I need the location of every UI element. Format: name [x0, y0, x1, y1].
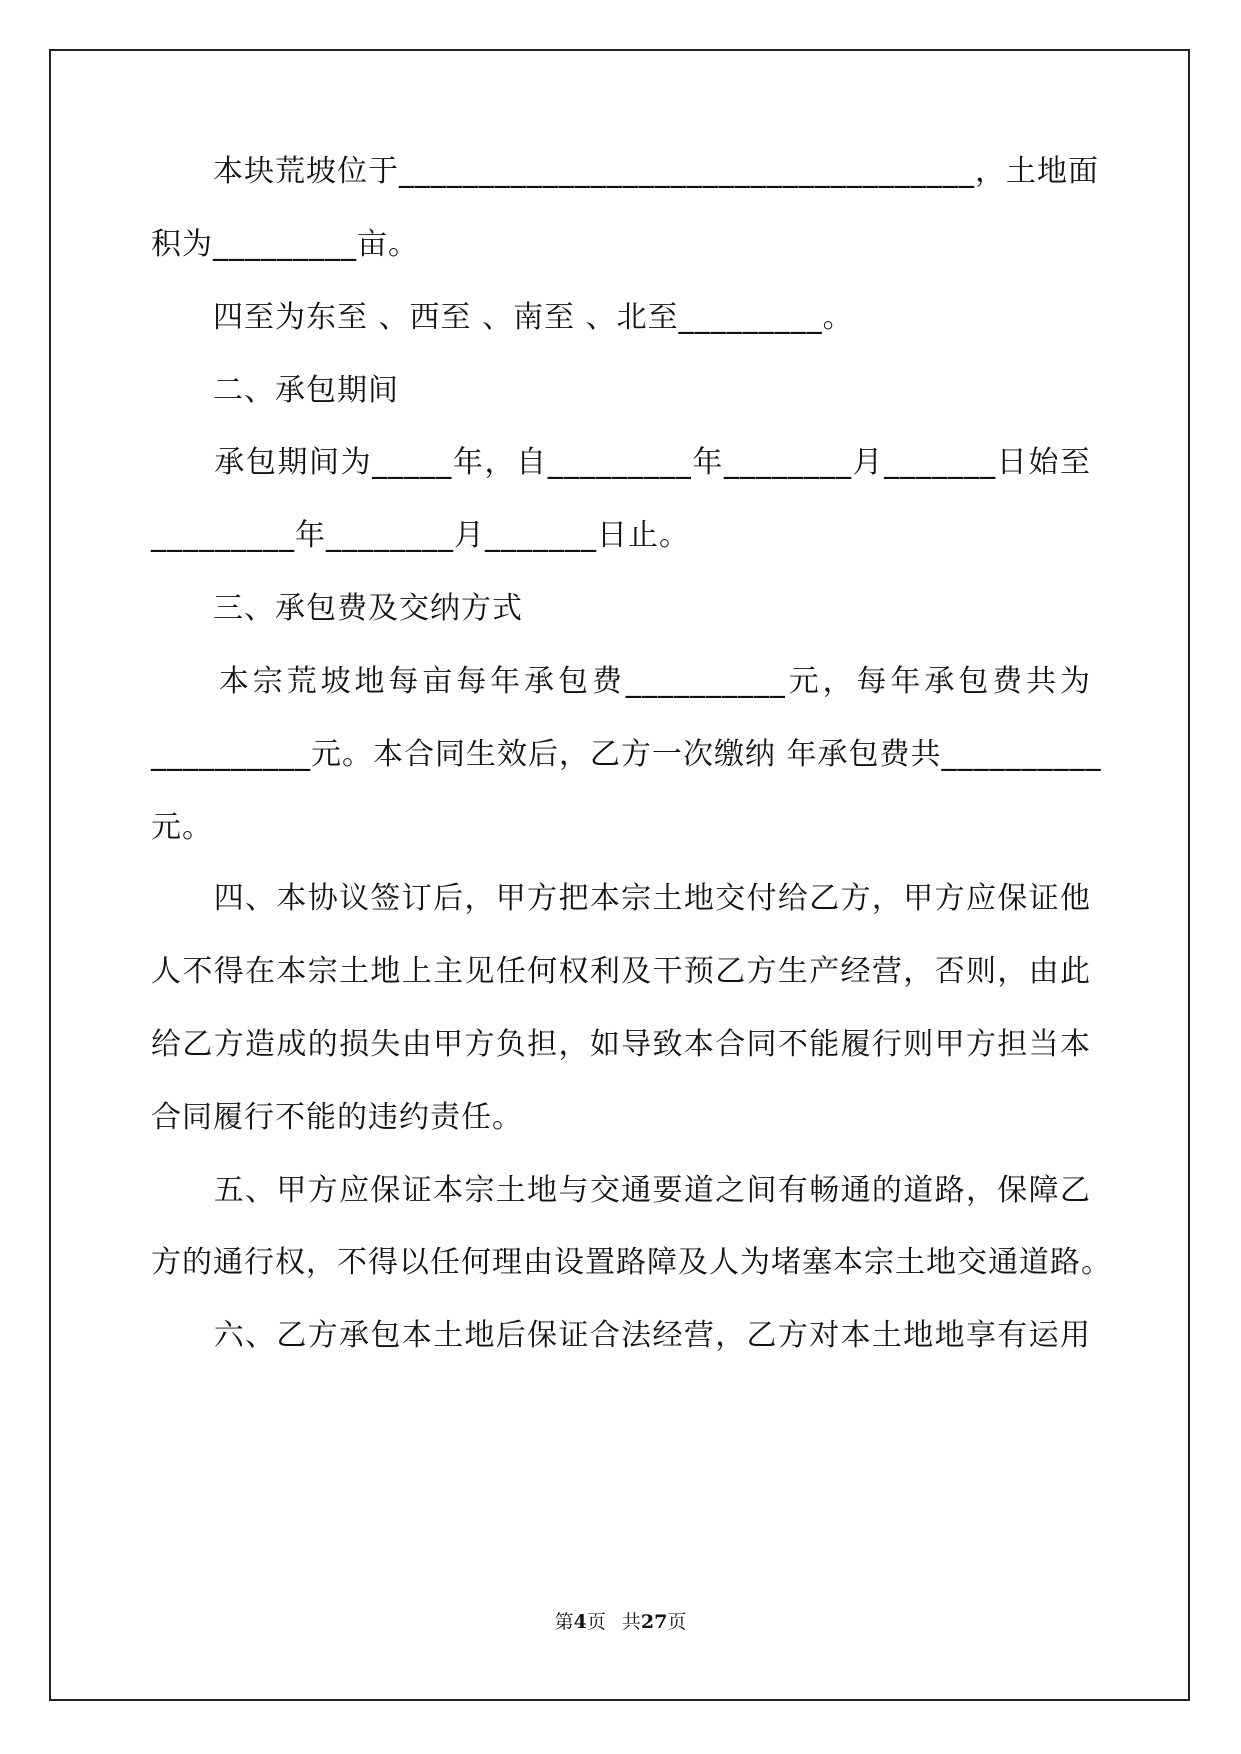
paragraph-line: 合同履行不能的违约责任。	[151, 1100, 523, 1135]
page-number: 4	[573, 1611, 587, 1633]
paragraph-line: 六、乙方承包本土地后保证合法经营，乙方对本土地地享有运用	[151, 1318, 1091, 1353]
paragraph-line: 五、甲方应保证本宗土地与交通要道之间有畅通的道路，保障乙	[151, 1173, 1091, 1208]
paragraph-line: 本宗荒坡地每亩每年承包费__________元，每年承包费共为	[151, 664, 1091, 699]
footer-total-unit: 页	[667, 1611, 687, 1633]
paragraph-line: 承包期间为_____年，自_________年________月_______日始至	[151, 445, 1091, 480]
paragraph-line: 本块荒坡位于____________________________________，土地面	[151, 154, 1099, 189]
paragraph-line: 四至为东至 、西至 、南至 、北至_________。	[151, 300, 854, 335]
paragraph-line: 积为_________亩。	[151, 227, 419, 262]
page-footer	[0, 1607, 1241, 1634]
footer-total-prefix: 共	[621, 1611, 641, 1633]
section-heading: 二、承包期间	[151, 373, 399, 408]
footer-page-unit: 页	[586, 1611, 606, 1633]
paragraph-line: __________元。本合同生效后，乙方一次缴纳 年承包费共__________	[151, 737, 1102, 772]
footer-prefix: 第	[554, 1611, 574, 1633]
paragraph-line: 方的通行权，不得以任何理由设置路障及人为堵塞本宗土地交通道路。	[151, 1245, 1112, 1280]
paragraph-line: 四、本协议签订后，甲方把本宗土地交付给乙方，甲方应保证他	[151, 881, 1091, 916]
paragraph-line: 元。	[151, 810, 213, 845]
section-heading: 三、承包费及交纳方式	[151, 591, 523, 626]
page-border	[49, 49, 1190, 1701]
paragraph-line: 人不得在本宗土地上主见任何权利及干预乙方生产经营，否则，由此	[151, 954, 1091, 989]
total-pages: 27	[640, 1611, 668, 1633]
paragraph-line: _________年________月_______日止。	[151, 518, 690, 553]
paragraph-line: 给乙方造成的损失由甲方负担，如导致本合同不能履行则甲方担当本	[151, 1027, 1091, 1062]
